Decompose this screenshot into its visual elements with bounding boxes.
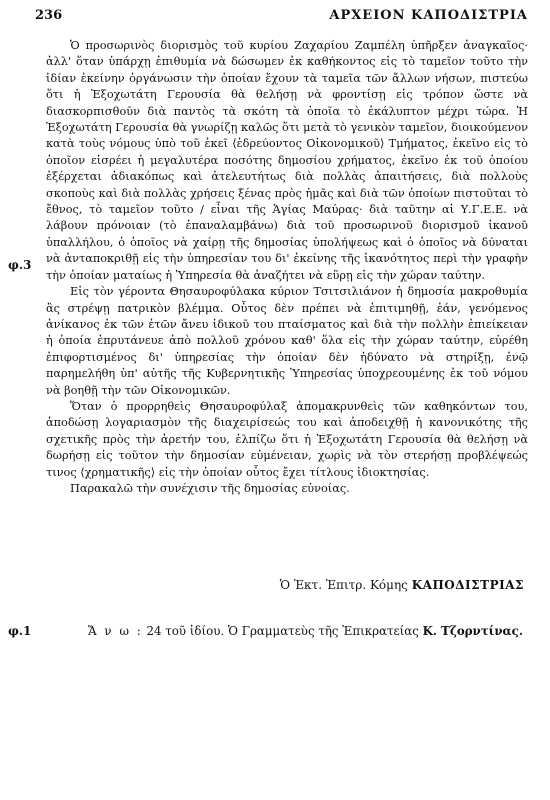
signature: [280, 578, 524, 592]
margin-note-folio-1: φ.1: [8, 624, 32, 638]
page-header: [0, 8, 550, 28]
paragraph-1: Ὁ προσωρινὸς διορισμὸς τοῦ κυρίου Ζαχαρίου Ζαμπέλη ὑπῆρξεν ἀναγκαῖος· ἀλλ' ὅταν ὑπάρχῃ ἐπιθυμία νὰ δώσωμεν ἐκ καθήκοντος εἰς τὸ ταμεῖον τοῦτο τὴν ἰδίαν ἐκείνην ὀργάνωσιν τὴν ὁποίαν ἔχουν τὰ ταμεῖα τῶν ἄλλων νήσων, πιστεύω ὅτι ἡ Ἐξοχωτάτη Γερουσία θὰ θελήσῃ νὰ φροντίσῃ εἰς τρόπον ὥστε νὰ διασκορπισθοῦν διὰ παντὸς τὰ σκότη τὰ ὁποῖα τὸ ἐκάλυπτον μέχρι τώρα. Ἡ Ἐξοχωτάτη Γερουσία θὰ γνωρίζῃ καλῶς ὅτι μετὰ τὸ γενικὸν ταμεῖον, διοικούμενον κατὰ τοὺς νόμους ὑπὸ τοῦ ἐκεῖ ⟨ἑδρεύοντος Οἰκονομικοῦ⟩ Τμήματος, ἐκεῖνο εἰς τὸ ὁποῖον εἰσρέει ἡ μεγαλυτέρα ποσότης δημοσίου χρήματος, ἐκεῖνο ἐκ τοῦ ὁποίου ἐξέρχεται ἀδιακόπως καὶ ἀτελευτήτως διὰ πολλὰς ἀπαιτήσεις, διὰ πολλοὺς σκοποὺς καὶ διὰ πολλὰς χρήσεις ξένας πρὸς ἡμᾶς καὶ διὰ τῶν ὁποίων πιστοῦται τὸ ἔθνος, τὸ ταμεῖον τοῦτο / εἶναι τῆς Ἁγίας Μαύρας· διὰ ταῦτην αἱ Υ.Γ.Ε.Ε. νὰ λάβουν πρόνοιαν (τὸ ἐπαναλαμβάνω) διὰ τοῦ προσωρινοῦ διορισμοῦ ἱκανοῦ ὑπαλλήλου, ὁ ὁποῖος νὰ χαίρῃ τῆς δημοσίας ὑπολήψεως καὶ ὁ ὁποῖος νὰ δύναται νὰ ἀνταποκριθῇ εἰς τὴν ὑπηρεσίαν του δι' ἐκείνης τῆς ἱκανότητος περὶ τὴν γραφὴν τὴν ὁποίαν ματαίως ἡ Ὑπηρεσία θὰ ἀναζήτει νὰ εὕρῃ εἰς τὴν χώραν ταύτην.: [46, 39, 528, 282]
annex-label: Ἄ ν ω :: [88, 624, 143, 638]
paragraph-3: Ὅταν ὁ προρρηθεὶς Θησαυροφύλαξ ἀπομακρυνθεὶς τῶν καθηκόντων του, ἀποδώσῃ λογαριασμὸν τῆς διαχειρίσεώς του καὶ ἀποδειχθῇ ἡ κανονικότης τῆς σχετικῆς πρὸς τὴν ἀρετήν του, ἐλπίζω ὅτι ἡ Ἐξοχωτάτη Γερουσία θὰ θελήσῃ νὰ δωρήσῃ εἰς τοῦτον τὴν δημοσίαν εὐμένειαν, χωρὶς νὰ τὸν στερήσῃ προβλέψεώς τινος ⟨χρηματικῆς⟩ εἰς τὴν ὁποίαν οὗτος ἔχει τίτλους ἰδιοκτησίας.: [46, 399, 528, 479]
annex-text: Ὁ Γραμματεὺς τῆς Ἐπικρατείας: [227, 624, 419, 638]
annex-date: 24 τοῦ ἰδίου.: [146, 624, 225, 638]
margin-note-folio-3: φ.3: [8, 258, 32, 272]
annex-note: [88, 624, 528, 638]
signature-name: ΚΑΠΟΔΙΣΤΡΙΑΣ: [411, 578, 524, 592]
paragraph-2: Εἰς τὸν γέροντα Θησαυροφύλακα κύριον Τσιτσιλιάνον ἡ δημοσία μακροθυμία ἂς στρέψῃ πατρικὸν βλέμμα. Οὗτος δὲν πρέπει νὰ ἐπιτιμηθῇ, ἐάν, γενόμενος ἀνίκανος ἐκ τῶν ἐτῶν ἄνευ ἰδικοῦ του πταίσματος καὶ διὰ τὴν πολλὴν ἐπιείκειαν ἡ ὁποία ἐπρυτάνευε ἀπὸ πολλοῦ χρόνου καθ' ὅλα εἰς τὴν χώραν ταύτην, εὑρέθη ἐπιφορτισμένος δι' ὑπηρεσίας τὴν ὁποίαν δὲν ἠδύνατο νὰ στηρίξῃ, ἐνῷ παρημελήθη ὑπ' αὐτῆς τῆς Κυβερνητικῆς Ὑπηρεσίας ὑποχρεουμένης ἐκ τοῦ νόμου νὰ βοηθῇ τὴν τῶν Οἰκονομικῶν.: [46, 285, 528, 397]
signature-prefix: Ὁ Ἐκτ. Ἐπιτρ. Κόμης: [279, 578, 408, 592]
paragraph-4: Παρακαλῶ τὴν συνέχισιν τῆς δημοσίας εὐνοίας.: [70, 481, 350, 495]
page-number: 236: [35, 8, 63, 23]
document-body: [46, 38, 528, 497]
running-title: ΑΡΧΕΙΟΝ ΚΑΠΟΔΙΣΤΡΙΑ: [329, 8, 528, 23]
annex-name: Κ. Τζορντίνας.: [422, 624, 523, 638]
